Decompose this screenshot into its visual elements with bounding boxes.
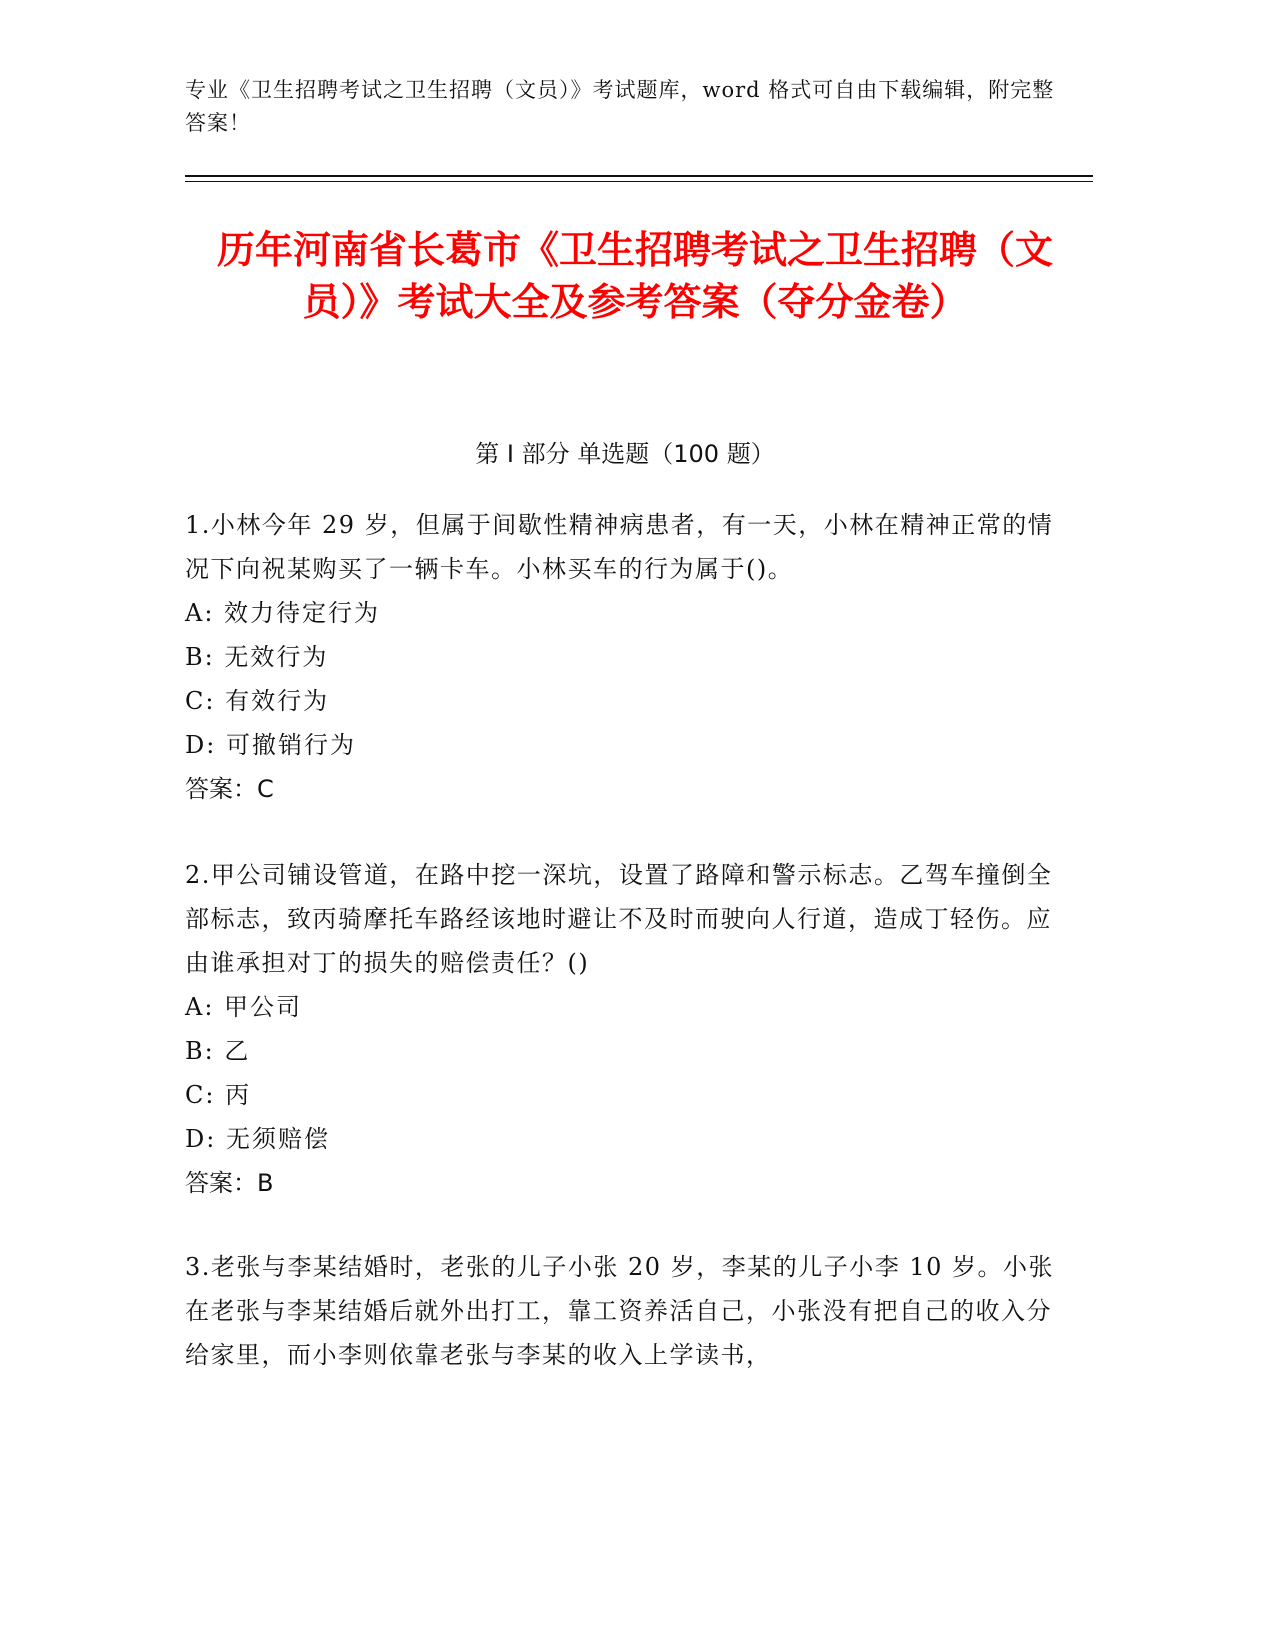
- option-a: A: 效力待定行为: [185, 599, 381, 627]
- header-note: 专业《卫生招聘考试之卫生招聘（文员）》考试题库，word 格式可自由下载编辑，附完整答案！: [185, 78, 1055, 135]
- option-d: D: 无须赔偿: [185, 1125, 330, 1153]
- answer: 答案：B: [185, 1169, 274, 1197]
- question-2: [185, 853, 1065, 1205]
- document-title: 历年河南省长葛市《卫生招聘考试之卫生招聘（文员）》考试大全及参考答案（夺分金卷）: [216, 228, 1053, 324]
- answer: 答案：C: [185, 775, 274, 803]
- header-divider-thin: [185, 181, 1093, 182]
- question-3: [185, 1245, 1065, 1377]
- option-c: C: 丙: [185, 1081, 252, 1109]
- question-stem: 2.甲公司铺设管道，在路中挖一深坑，设置了路障和警示标志。乙驾车撞倒全部标志，致丙骑摩托车路经该地时避让不及时而驶向人行道，造成丁轻伤。应由谁承担对丁的损失的赔偿责任？(): [185, 861, 1053, 977]
- option-d: D: 可撤销行为: [185, 731, 356, 759]
- question-1: [185, 503, 1065, 811]
- question-stem: 3.老张与李某结婚时，老张的儿子小张 20 岁，李某的儿子小李 10 岁。小张在老张与李某结婚后就外出打工，靠工资养活自己，小张没有把自己的收入分给家里，而小李则依靠老张与李某的收入上学读书，: [185, 1253, 1054, 1369]
- question-stem: 1.小林今年 29 岁，但属于间歇性精神病患者，有一天，小林在精神正常的情况下向祝某购买了一辆卡车。小林买车的行为属于()。: [185, 511, 1054, 583]
- section-title: 第 I 部分 单选题（100 题）: [475, 440, 775, 468]
- header-divider-thick: [185, 175, 1093, 177]
- option-c: C: 有效行为: [185, 687, 330, 715]
- option-b: B: 乙: [185, 1037, 251, 1065]
- option-a: A: 甲公司: [185, 993, 303, 1021]
- option-b: B: 无效行为: [185, 643, 329, 671]
